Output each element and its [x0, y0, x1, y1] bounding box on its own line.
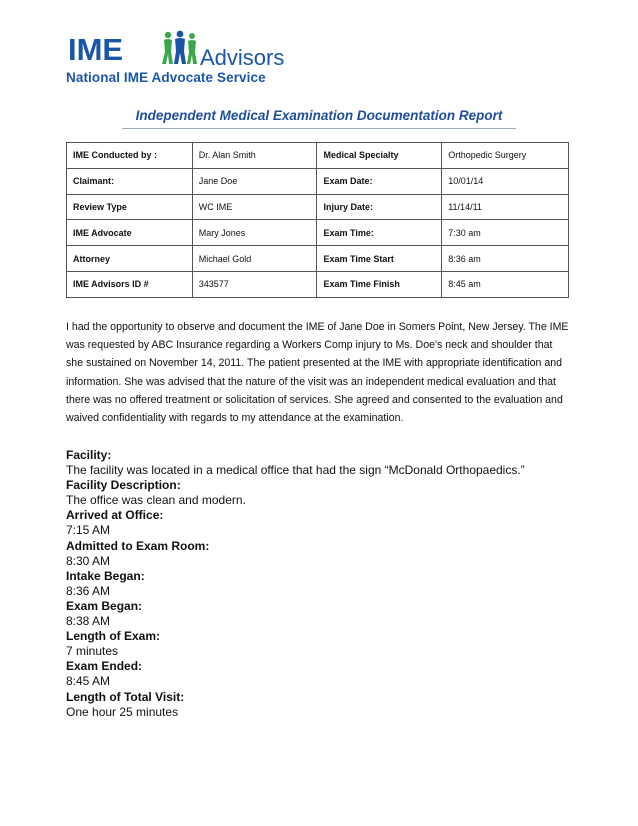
- detail-label: Exam Ended:: [66, 659, 143, 674]
- table-row: [67, 271, 569, 297]
- table-cell-row-label: IME Conducted by :: [67, 143, 193, 169]
- detail-value: One hour 25 minutes: [66, 704, 179, 719]
- detail-label: Facility Description:: [66, 478, 181, 493]
- table-cell-row-value: Orthopedic Surgery: [442, 143, 569, 169]
- logo-tagline: National IME Advocate Service: [66, 70, 266, 85]
- table-cell-row-value: 8:36 am: [442, 246, 569, 272]
- table-row: [67, 246, 569, 272]
- detail-label: Intake Began:: [66, 568, 145, 583]
- logo-brand-ime: IME: [68, 32, 124, 67]
- table-cell-row-label: IME Advocate: [67, 220, 193, 246]
- report-title: Independent Medical Examination Documentation Report: [135, 108, 503, 123]
- table-cell-row-label: Attorney: [67, 246, 193, 272]
- table-cell-row-value: WC IME: [192, 194, 317, 220]
- table-cell-row-value: Michael Gold: [192, 246, 317, 272]
- detail-value: The office was clean and modern.: [66, 493, 246, 508]
- table-cell-row-value: 10/01/14: [442, 168, 569, 194]
- table-row: [67, 220, 569, 246]
- detail-value: 8:38 AM: [66, 614, 111, 629]
- detail-value: The facility was located in a medical office that had the sign “McDonald Orthopaedics.”: [66, 463, 525, 478]
- table-cell-row-value: Mary Jones: [192, 220, 317, 246]
- table-cell-row-value: 7:30 am: [442, 220, 569, 246]
- people-figures-icon: [160, 30, 200, 66]
- table-row: [67, 168, 569, 194]
- table-cell-row-value: 8:45 am: [442, 271, 569, 297]
- detail-value: 8:36 AM: [66, 583, 111, 598]
- detail-label: Facility:: [66, 448, 112, 462]
- detail-label: Admitted to Exam Room:: [66, 538, 210, 553]
- exam-info-table: [66, 142, 569, 298]
- table-cell-row-label: Claimant:: [67, 168, 193, 194]
- narrative-paragraph: I had the opportunity to observe and document the IME of Jane Doe in Somers Point, New Jersey. The IME was requested by ABC Insurance regarding a Workers Comp injury to Ms. Doe's neck and shoulder that she sustained on November 14, 2011. The patient presented at the IME with appropriate identification and information. She was advised that the nature of the visit was an independent medical evaluation and that there was no offered treatment or solicitation of services. She agreed and consented to the evaluation and waived confidentiality with regards to my attendance at the examination.: [66, 321, 569, 425]
- table-cell-row-value: 343577: [192, 271, 317, 297]
- table-cell-row-label: IME Advisors ID #: [67, 271, 193, 297]
- ime-advisors-logo: [64, 26, 334, 88]
- table-cell-row-label: Exam Date:: [317, 168, 442, 194]
- detail-label: Arrived at Office:: [66, 508, 164, 523]
- detail-value: 7 minutes: [66, 644, 119, 659]
- detail-value: 8:45 AM: [66, 674, 111, 689]
- table-row: [67, 194, 569, 220]
- table-cell-row-value: Jane Doe: [192, 168, 317, 194]
- logo-brand-advisors: Advisors: [200, 45, 285, 70]
- table-cell-row-label: Exam Time Start: [317, 246, 442, 272]
- table-cell-row-label: Review Type: [67, 194, 193, 220]
- title-divider: [122, 128, 516, 129]
- detail-label: Length of Total Visit:: [66, 689, 185, 704]
- detail-value: 7:15 AM: [66, 523, 111, 538]
- table-cell-row-value: Dr. Alan Smith: [192, 143, 317, 169]
- table-cell-row-label: Medical Specialty: [317, 143, 442, 169]
- table-cell-row-label: Exam Time Finish: [317, 271, 442, 297]
- table-cell-row-value: 11/14/11: [442, 194, 569, 220]
- table-row: [67, 143, 569, 169]
- table-cell-row-label: Exam Time:: [317, 220, 442, 246]
- table-cell-row-label: Injury Date:: [317, 194, 442, 220]
- detail-value: 8:30 AM: [66, 553, 111, 568]
- detail-label: Length of Exam:: [66, 629, 161, 644]
- detail-label: Exam Began:: [66, 598, 143, 613]
- facility-details: [66, 448, 586, 720]
